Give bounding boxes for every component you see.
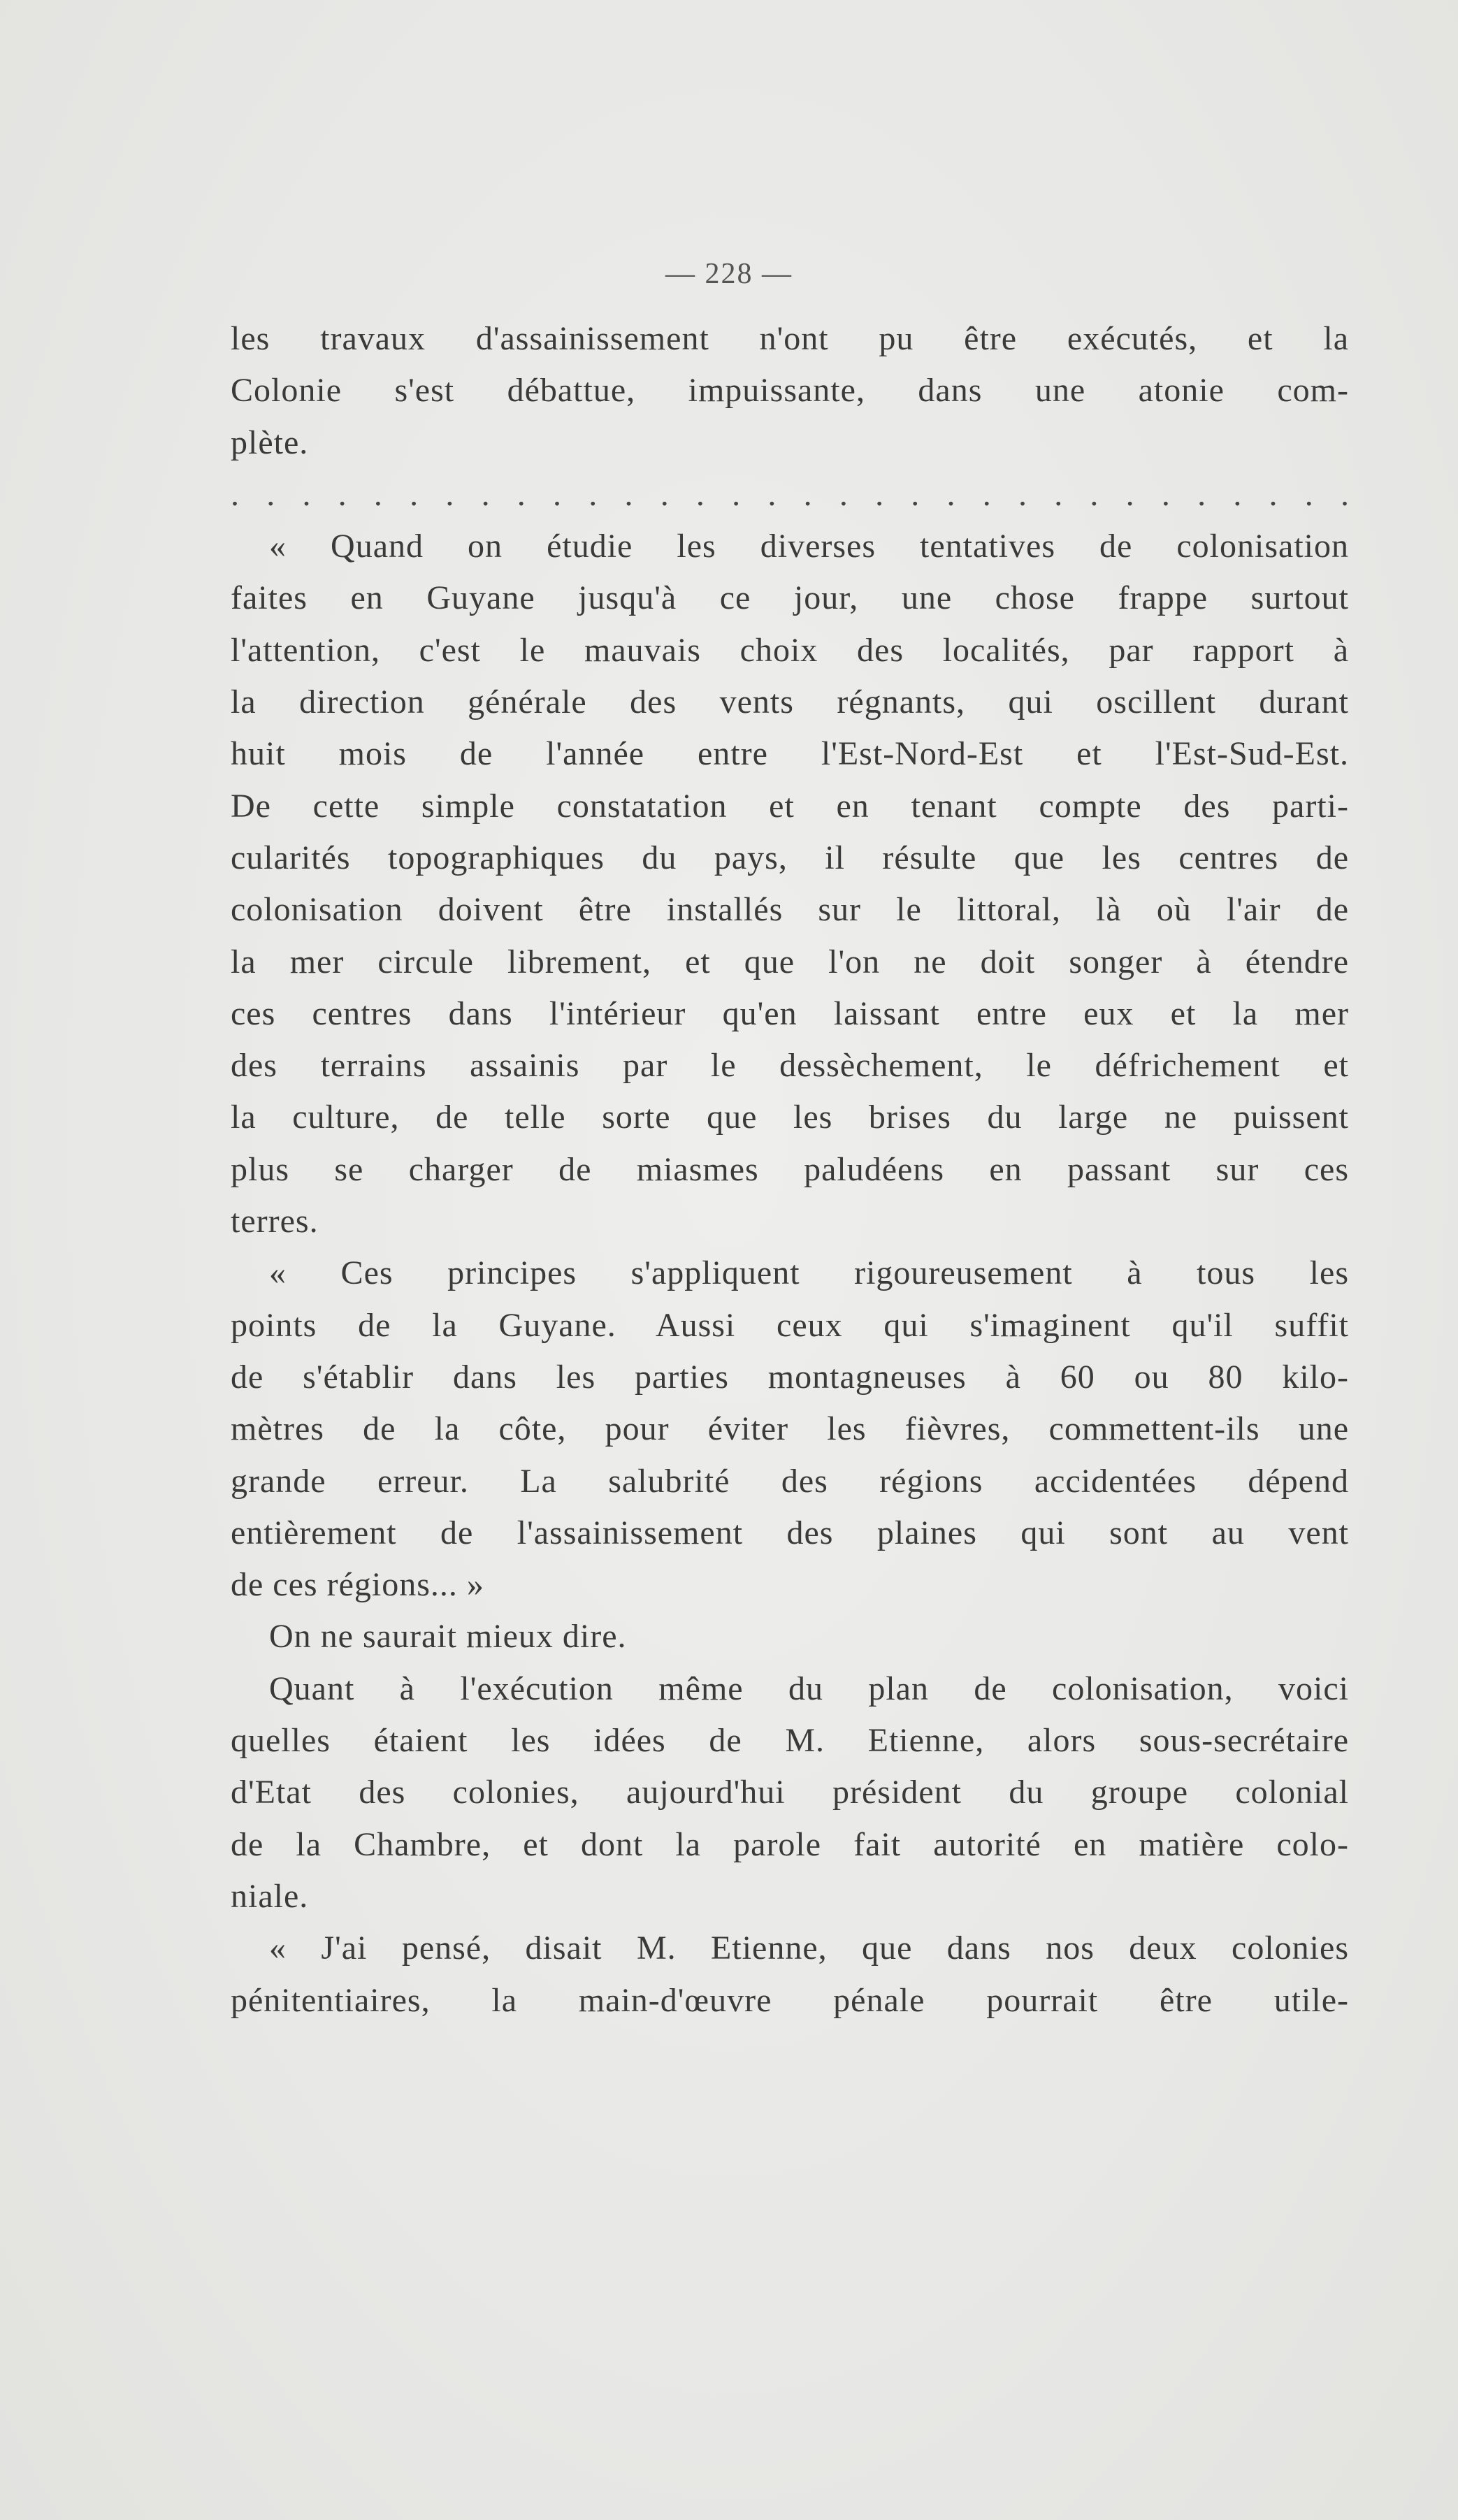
body-text (231, 313, 1349, 2027)
text-line: plus se charger de miasmes paludéens en passant sur ces (231, 1150, 1349, 1188)
text-line: plète. (231, 423, 309, 461)
text-line: terres. (231, 1203, 319, 1240)
text-line: De cette simple constatation et en tenant compte des parti- (231, 787, 1349, 825)
text-line: la direction générale des vents régnants, qui oscillent durant (231, 683, 1349, 721)
text-line: de la Chambre, et dont la parole fait autorité en matière colo- (231, 1825, 1349, 1863)
text-line: mètres de la côte, pour éviter les fièvres, commettent-ils une (231, 1410, 1349, 1448)
text-line: colonisation doivent être installés sur le littoral, là où l'air de (231, 891, 1349, 929)
text-line: « Quand on étudie les diverses tentatives de colonisation (269, 528, 1349, 565)
text-line: niale. (231, 1877, 309, 1915)
text-line: des terrains assainis par le dessèchement, le défrichement et (231, 1047, 1349, 1085)
text-line: grande erreur. La salubrité des régions accidentées dépend (231, 1462, 1349, 1500)
text-line: l'attention, c'est le mauvais choix des localités, par rapport à (231, 631, 1349, 669)
text-line: d'Etat des colonies, aujourd'hui président du groupe colonial (231, 1774, 1349, 1811)
text-line: de ces régions... » (231, 1566, 484, 1604)
text-line: les travaux d'assainissement n'ont pu être exécutés, et la (231, 320, 1349, 357)
text-line: cularités topographiques du pays, il résulte que les centres de (231, 839, 1349, 876)
text-line: Colonie s'est débattue, impuissante, dans une atonie com- (231, 372, 1349, 410)
text-line: On ne saurait mieux dire. (269, 1618, 627, 1656)
text-line: de s'établir dans les parties montagneuses à 60 ou 80 kilo- (231, 1358, 1349, 1396)
text-line: faites en Guyane jusqu'à ce jour, une chose frappe surtout (231, 579, 1349, 617)
text-line: la mer circule librement, et que l'on ne doit songer à étendre (231, 943, 1349, 980)
page-number: — 228 — (665, 258, 793, 290)
text-line: « Ces principes s'appliquent rigoureusement à tous les (269, 1254, 1349, 1292)
text-line: Quant à l'exécution même du plan de colonisation, voici (269, 1670, 1349, 1707)
text-line: . . . . . . . . . . . . . . . . . . . . . . . . . . . . . . . . (231, 475, 1349, 513)
text-line: la culture, de telle sorte que les brises du large ne puissent (231, 1099, 1349, 1136)
text-line: entièrement de l'assainissement des plaines qui sont au vent (231, 1514, 1349, 1551)
text-line: « J'ai pensé, disait M. Etienne, que dans nos deux colonies (269, 1929, 1349, 1967)
text-line: pénitentiaires, la main-d'œuvre pénale pourrait être utile- (231, 1981, 1349, 2019)
text-line: huit mois de l'année entre l'Est-Nord-Est et l'Est-Sud-Est. (231, 735, 1349, 773)
text-line: ces centres dans l'intérieur qu'en laissant entre eux et la mer (231, 994, 1349, 1032)
text-line: quelles étaient les idées de M. Etienne, alors sous-secrétaire (231, 1722, 1349, 1760)
text-line: points de la Guyane. Aussi ceux qui s'imaginent qu'il suffit (231, 1306, 1349, 1344)
